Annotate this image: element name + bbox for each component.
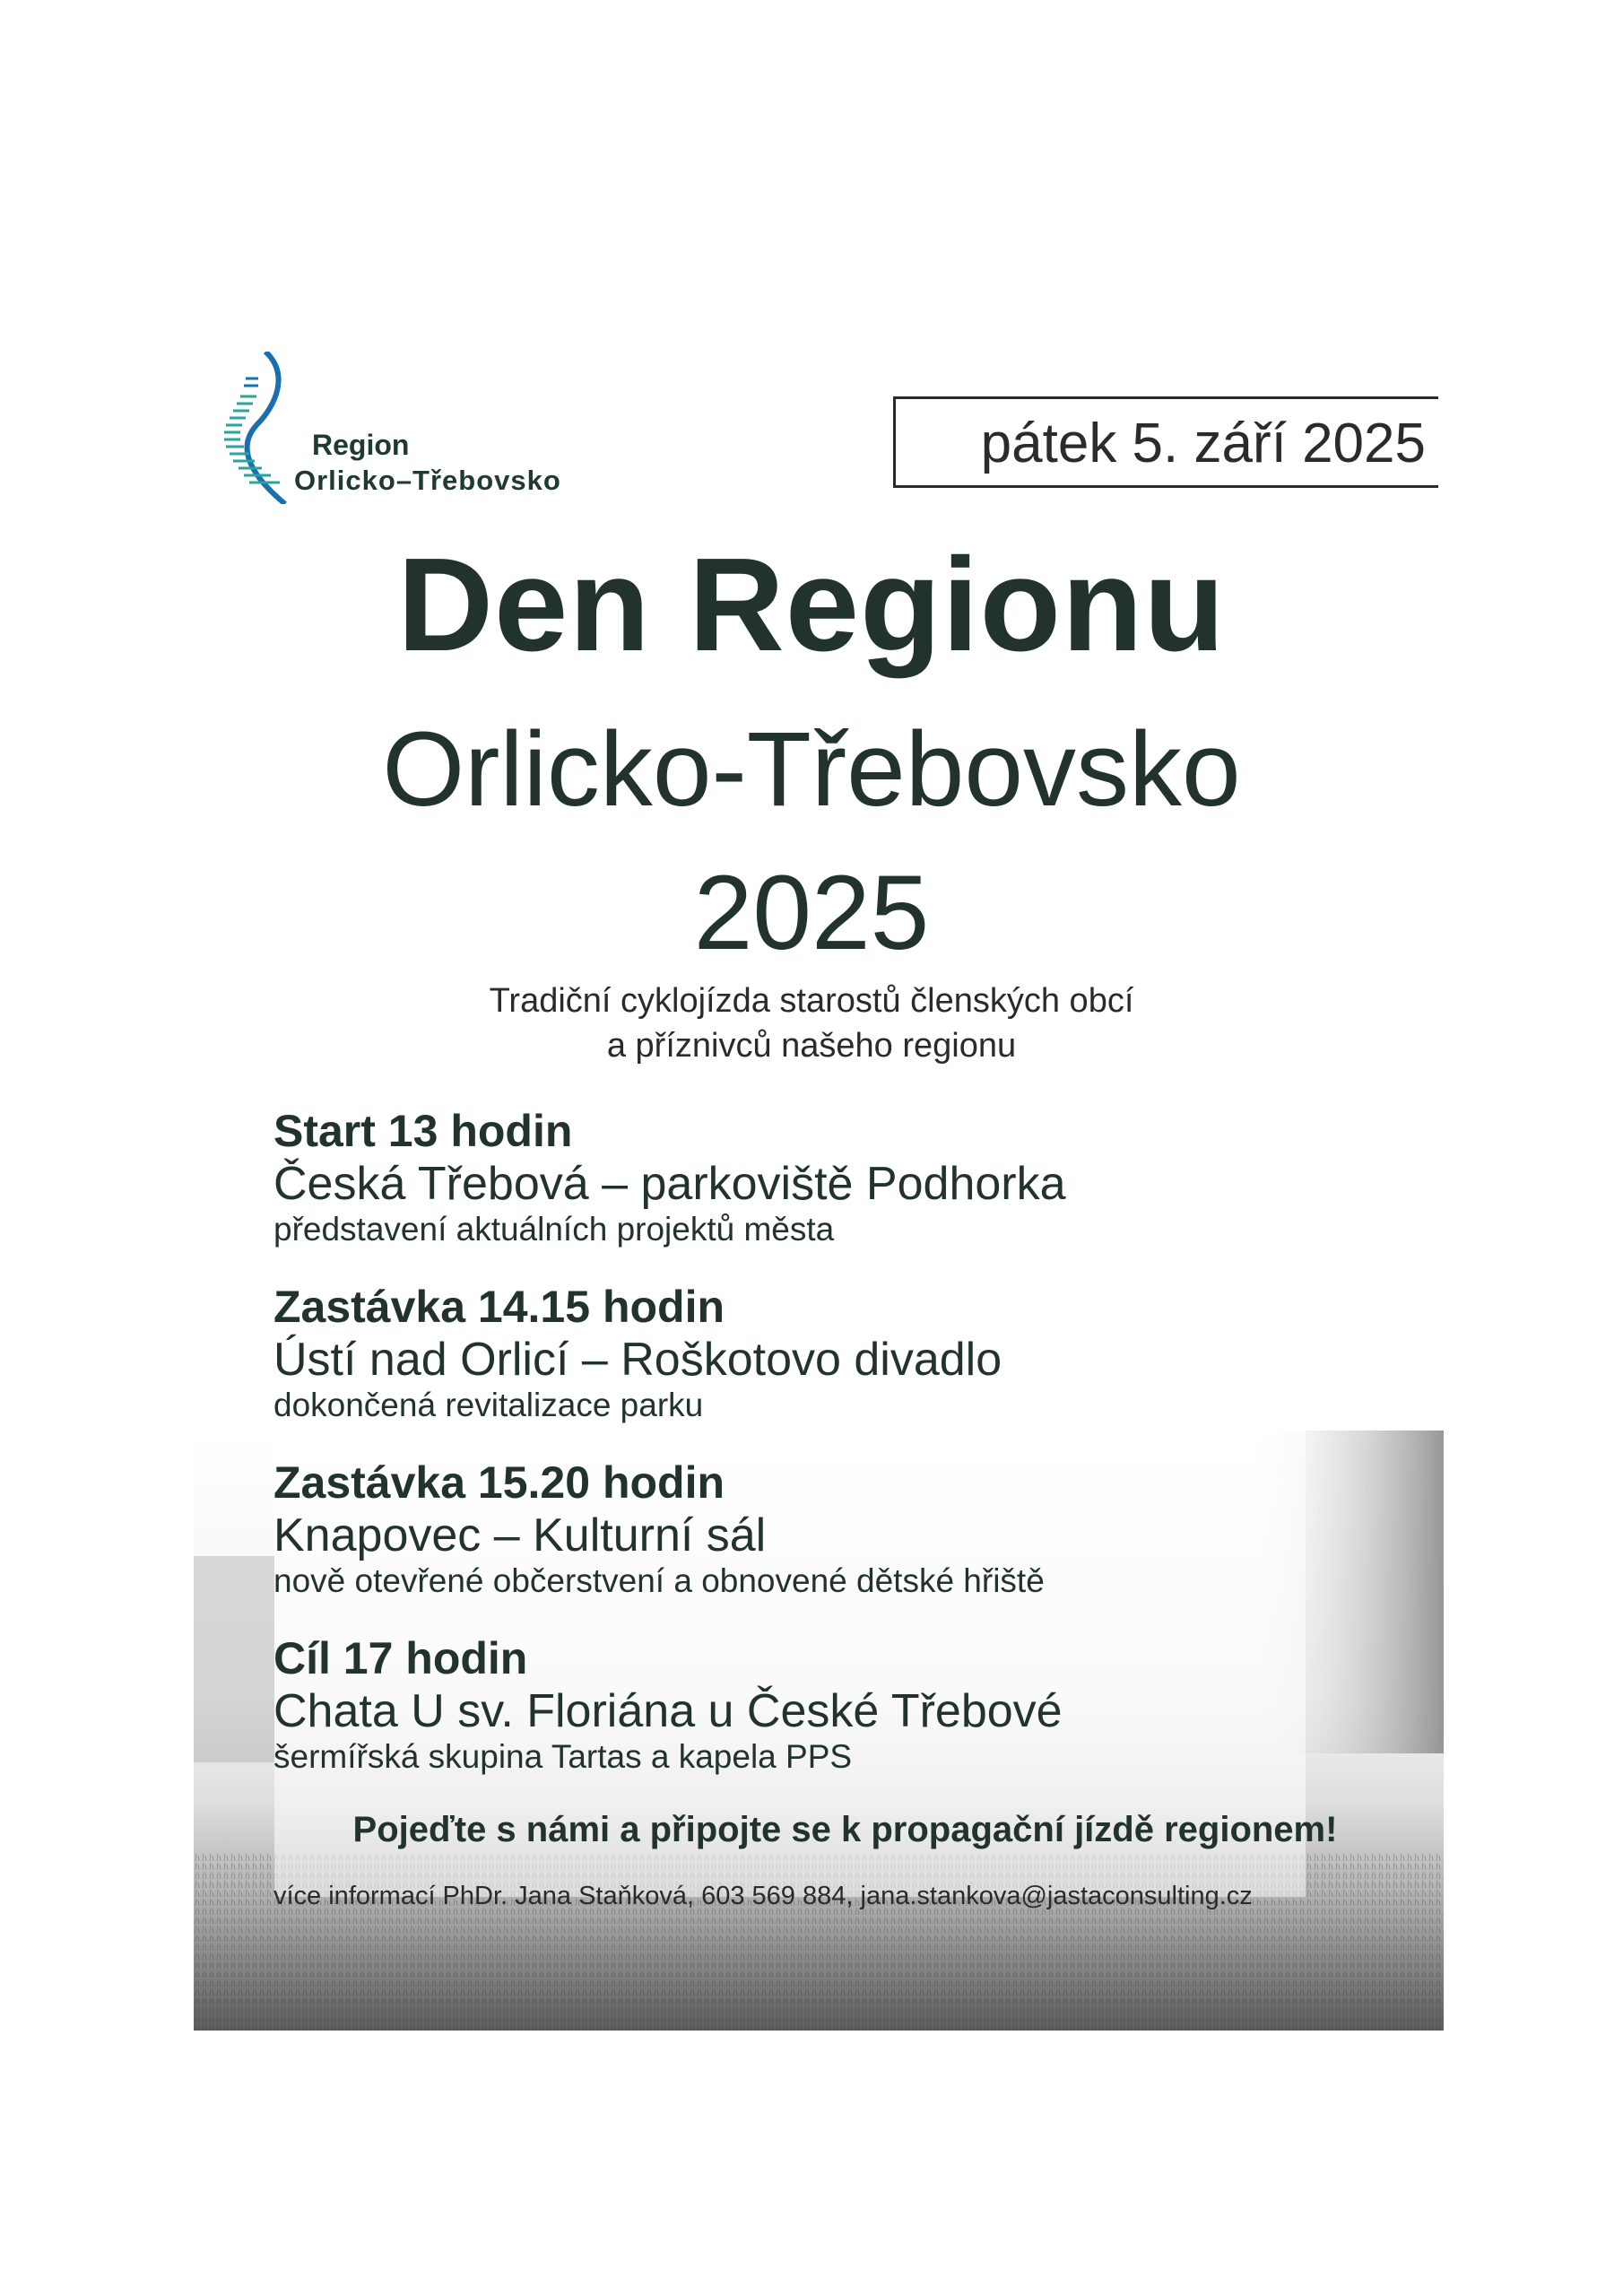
stop-heading: Cíl 17 hodin (273, 1633, 528, 1683)
stop-description: nově otevřené občerstvení a obnovené dětské hřiště (273, 1562, 1045, 1599)
stop-place: Česká Třebová – parkoviště Podhorka (273, 1158, 1066, 1210)
stop-finish (273, 1632, 1063, 1776)
logo-name-text: Orlicko–Třebovsko (294, 465, 561, 496)
event-year: 2025 (693, 854, 930, 972)
stop-place: Ústí nad Orlicí – Roškotovo divadlo (273, 1334, 1002, 1386)
page-title: Den Regionu (397, 531, 1226, 679)
region-subtitle: Orlicko-Třebovsko (382, 710, 1241, 829)
stop-description: představení aktuálních projektů města (273, 1211, 835, 1248)
stop-description: šermířská skupina Tartas a kapela PPS (273, 1738, 853, 1775)
logo-region-text: Region (312, 429, 410, 461)
date-box (893, 396, 1438, 488)
call-to-action: Pojeďte s námi a připojte se k propagační jízdě regionem! (352, 1810, 1338, 1849)
stop-start (273, 1105, 1066, 1248)
stop-heading: Zastávka 15.20 hodin (273, 1457, 725, 1508)
stop-2 (273, 1281, 1002, 1424)
contact-info: více informací PhDr. Jana Staňková, 603 569 884, jana.stankova@jastaconsulting.cz (273, 1882, 1253, 1910)
stop-heading: Zastávka 14.15 hodin (273, 1282, 725, 1332)
stop-description: dokončená revitalizace parku (273, 1387, 704, 1423)
stop-3 (273, 1457, 1045, 1600)
event-date: pátek 5. září 2025 (980, 413, 1426, 474)
stop-place: Chata U sv. Floriána u České Třebové (273, 1685, 1063, 1737)
stop-heading: Start 13 hodin (273, 1106, 573, 1156)
intro-line-2: a příznivců našeho regionu (606, 1027, 1017, 1065)
intro-line-1: Tradiční cyklojízda starostů členských obcí (489, 982, 1134, 1020)
stop-place: Knapovec – Kulturní sál (273, 1509, 767, 1561)
